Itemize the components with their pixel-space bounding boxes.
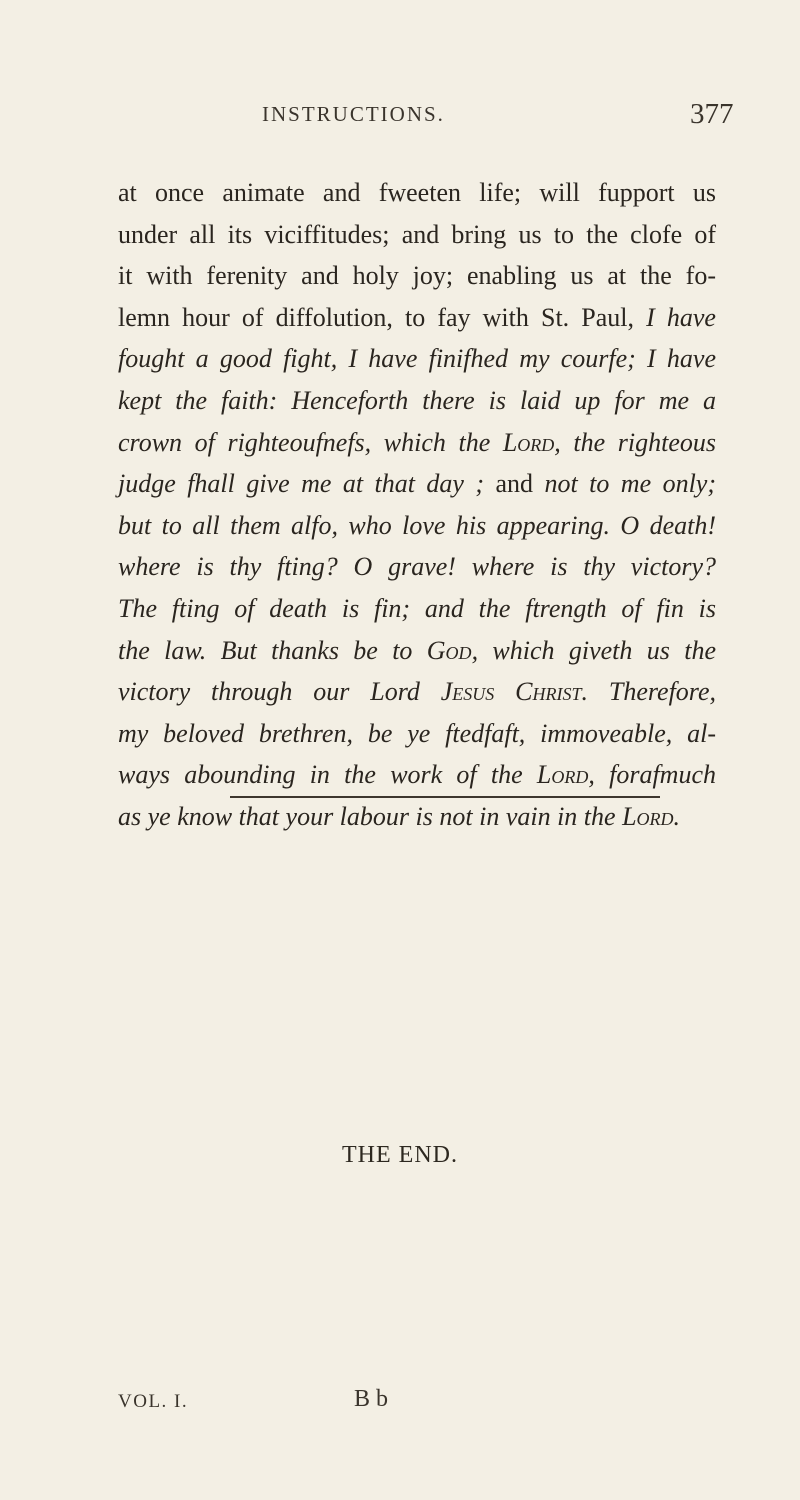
text-run: The fting of death is fin; and the ftrength of fin is xyxy=(118,593,716,623)
text-line xyxy=(118,796,716,838)
text-line xyxy=(118,588,716,630)
page-number: 377 xyxy=(690,98,734,130)
text-line xyxy=(118,463,716,505)
text-run: Lord xyxy=(622,801,674,831)
text-run: but to all them alfo, who love his appearing. O death! xyxy=(118,510,716,540)
text-run: as ye know that your labour is not in vain in the xyxy=(118,801,623,831)
text-line xyxy=(118,172,716,214)
text-line xyxy=(118,255,716,297)
text-line xyxy=(118,671,716,713)
text-run: where is thy fting? O grave! where is thy victory? xyxy=(118,552,716,582)
text-run: . xyxy=(673,801,681,831)
text-run: , which giveth us the xyxy=(471,635,716,665)
text-run: crown of righteoufnefs, which the xyxy=(118,427,503,457)
text-run: the law. But thanks be to xyxy=(118,635,427,665)
body-paragraph xyxy=(118,172,716,838)
text-run: lemn hour of diffolution, to fay with St. Paul, xyxy=(118,302,647,332)
text-line xyxy=(118,546,716,588)
signature-mark: B b xyxy=(354,1386,389,1412)
volume-label: VOL. I. xyxy=(118,1391,189,1412)
text-line xyxy=(118,754,716,796)
text-run: not to me only; xyxy=(533,469,716,499)
text-line xyxy=(118,214,716,256)
text-run: my beloved brethren, be ye ftedfaft, immoveable, al- xyxy=(118,718,716,748)
text-run: I have xyxy=(646,302,716,332)
text-run: Lord xyxy=(502,427,555,457)
text-line xyxy=(118,630,716,672)
text-run: fought a good fight, I have finifhed my courfe; I have xyxy=(118,344,716,374)
the-end-heading: THE END. xyxy=(342,1142,458,1168)
text-run: , forafmuch xyxy=(588,760,717,790)
text-run: ways abounding in the work of the xyxy=(118,760,537,790)
text-run: judge fhall give me at that day ; xyxy=(118,469,496,499)
text-run: God xyxy=(426,635,472,665)
closing-rule xyxy=(230,796,660,798)
text-run: and xyxy=(495,469,534,499)
text-run: Jesus Christ xyxy=(440,677,582,707)
text-line xyxy=(118,338,716,380)
text-line xyxy=(118,505,716,547)
text-run: under all its viciffitudes; and bring us to the clofe of xyxy=(118,219,716,249)
text-run: kept the faith: Henceforth there is laid up for me a xyxy=(118,385,716,415)
text-run: . Therefore, xyxy=(581,677,716,707)
text-run: victory through our Lord xyxy=(118,677,441,707)
running-title: INSTRUCTIONS. xyxy=(262,102,445,126)
text-line xyxy=(118,422,716,464)
text-run: , the righteous xyxy=(554,427,716,457)
text-line xyxy=(118,297,716,339)
page-header xyxy=(0,100,800,140)
text-line xyxy=(118,713,716,755)
text-run: Lord xyxy=(536,760,589,790)
text-run: it with ferenity and holy joy; enabling us at the fo- xyxy=(118,261,716,291)
text-line xyxy=(118,380,716,422)
text-run: at once animate and fweeten life; will fupport us xyxy=(118,178,716,207)
